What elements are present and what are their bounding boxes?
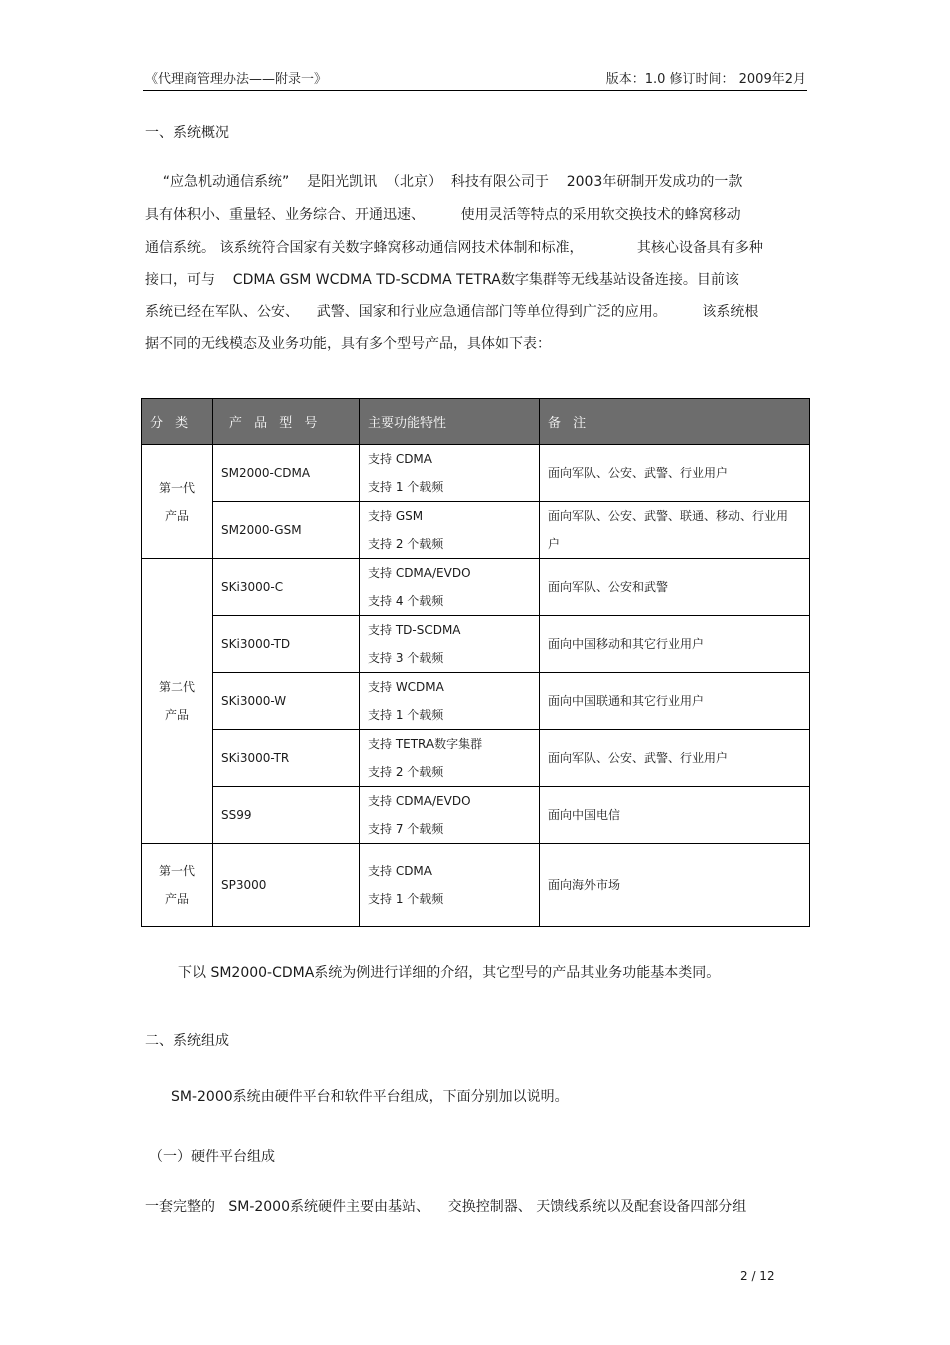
feature-line: 支持 CDMA/EVDO bbox=[368, 794, 471, 808]
feature-line: 支持 2 个载频 bbox=[368, 537, 444, 551]
model-cell: SM2000-GSM bbox=[213, 502, 360, 559]
header-version-info: 版本：1.0 修订时间： 2009年2月 bbox=[605, 72, 806, 87]
paragraph-line: “应急机动通信系统” 是阳光凯讯 （北京） 科技有限公司于 2003年研制开发成功的一款 bbox=[145, 174, 743, 190]
feature-line: 支持 2 个载频 bbox=[368, 765, 444, 779]
feature-cell bbox=[360, 673, 540, 730]
paragraph-line: 据不同的无线模态及业务功能，具有多个型号产品，具体如下表： bbox=[145, 336, 551, 352]
feature-cell bbox=[360, 445, 540, 502]
note-cell: 面向军队、公安、武警、行业用户 bbox=[540, 445, 810, 502]
feature-line: 支持 1 个载频 bbox=[368, 892, 444, 906]
section-2-title: 二、系统组成 bbox=[145, 1033, 229, 1049]
category-label: 产品 bbox=[164, 708, 189, 722]
header-divider bbox=[143, 90, 807, 91]
table-row bbox=[142, 445, 810, 502]
header-document-title: 《代理商管理办法——附录一》 bbox=[145, 72, 328, 87]
paragraph-line: 接口，可与 CDMA GSM WCDMA TD-SCDMA TETRA数字集群等无线基站设备连接。目前该 bbox=[145, 272, 739, 288]
model-cell: SKi3000-W bbox=[213, 673, 360, 730]
model-cell: SP3000 bbox=[213, 844, 360, 927]
subsection-1-title: （一）硬件平台组成 bbox=[149, 1149, 275, 1165]
category-label: 第二代 bbox=[158, 680, 195, 694]
table-row bbox=[142, 502, 810, 559]
table-row bbox=[142, 673, 810, 730]
feature-line: 支持 GSM bbox=[368, 509, 424, 523]
category-label: 产品 bbox=[164, 508, 189, 523]
table-follow-up-text: 下以 SM2000-CDMA系统为例进行详细的介绍，其它型号的产品其业务功能基本类同。 bbox=[178, 965, 721, 981]
table-header-row bbox=[142, 399, 810, 445]
note-cell: 面向军队、公安、武警、行业用户 bbox=[540, 730, 810, 787]
note-cell: 面向军队、公安和武警 bbox=[540, 559, 810, 616]
page-number: 2 / 12 bbox=[740, 1269, 775, 1283]
model-cell: SM2000-CDMA bbox=[213, 445, 360, 502]
category-label: 产品 bbox=[164, 892, 189, 906]
model-cell: SKi3000-TD bbox=[213, 616, 360, 673]
table-row bbox=[142, 616, 810, 673]
paragraph-line: 具有体积小、重量轻、业务综合、开通迅速、 使用灵活等特点的采用软交换技术的蜂窝移动 bbox=[145, 207, 741, 223]
feature-cell bbox=[360, 787, 540, 844]
feature-line: 支持 CDMA/EVDO bbox=[368, 566, 471, 580]
note-cell: 面向海外市场 bbox=[540, 844, 810, 927]
column-header-notes: 备 注 bbox=[540, 399, 810, 445]
feature-cell bbox=[360, 616, 540, 673]
feature-line: 支持 1 个载频 bbox=[368, 480, 444, 494]
table-row bbox=[142, 787, 810, 844]
category-label: 第一代 bbox=[158, 864, 195, 878]
table-row bbox=[142, 559, 810, 616]
subsection-1-text: 一套完整的 SM-2000系统硬件主要由基站、 交换控制器、 天馈线系统以及配套设备四部分组 bbox=[145, 1199, 747, 1215]
paragraph-line: 系统已经在军队、公安、 武警、国家和行业应急通信部门等单位得到广泛的应用。 该系统根 bbox=[145, 304, 759, 320]
feature-line: 支持 7 个载频 bbox=[368, 822, 444, 836]
feature-cell bbox=[360, 730, 540, 787]
feature-line: 支持 3 个载频 bbox=[368, 651, 444, 665]
feature-line: 支持 TD-SCDMA bbox=[368, 623, 461, 637]
section-1-title: 一、系统概况 bbox=[145, 125, 229, 141]
feature-cell bbox=[360, 844, 540, 927]
feature-cell bbox=[360, 502, 540, 559]
note-cell: 面向中国联通和其它行业用户 bbox=[540, 673, 810, 730]
feature-line: 支持 WCDMA bbox=[368, 680, 444, 694]
category-label: 第一代 bbox=[158, 480, 195, 495]
note-cell: 面向中国电信 bbox=[540, 787, 810, 844]
column-header-model: 产 品 型 号 bbox=[213, 399, 360, 445]
table-row bbox=[142, 844, 810, 927]
model-cell: SKi3000-TR bbox=[213, 730, 360, 787]
category-cell bbox=[142, 844, 213, 927]
note-cell: 面向中国移动和其它行业用户 bbox=[540, 616, 810, 673]
feature-line: 支持 TETRA数字集群 bbox=[368, 737, 483, 751]
note-cell: 面向军队、公安、武警、联通、移动、行业用户 bbox=[540, 502, 810, 559]
section-2-intro: SM-2000系统由硬件平台和软件平台组成，下面分别加以说明。 bbox=[171, 1089, 569, 1105]
category-cell bbox=[142, 559, 213, 844]
feature-line: 支持 CDMA bbox=[368, 452, 432, 466]
column-header-features: 主要功能特性 bbox=[360, 399, 540, 445]
paragraph-line: 通信系统。 该系统符合国家有关数字蜂窝移动通信网技术体制和标准， 其核心设备具有多种 bbox=[145, 240, 763, 256]
category-cell bbox=[142, 445, 213, 559]
model-cell: SS99 bbox=[213, 787, 360, 844]
feature-line: 支持 CDMA bbox=[368, 864, 432, 878]
feature-line: 支持 1 个载频 bbox=[368, 708, 444, 722]
product-spec-table bbox=[141, 398, 810, 927]
column-header-category: 分 类 bbox=[142, 399, 213, 445]
feature-line: 支持 4 个载频 bbox=[368, 594, 444, 608]
table-row bbox=[142, 730, 810, 787]
model-cell: SKi3000-C bbox=[213, 559, 360, 616]
feature-cell bbox=[360, 559, 540, 616]
